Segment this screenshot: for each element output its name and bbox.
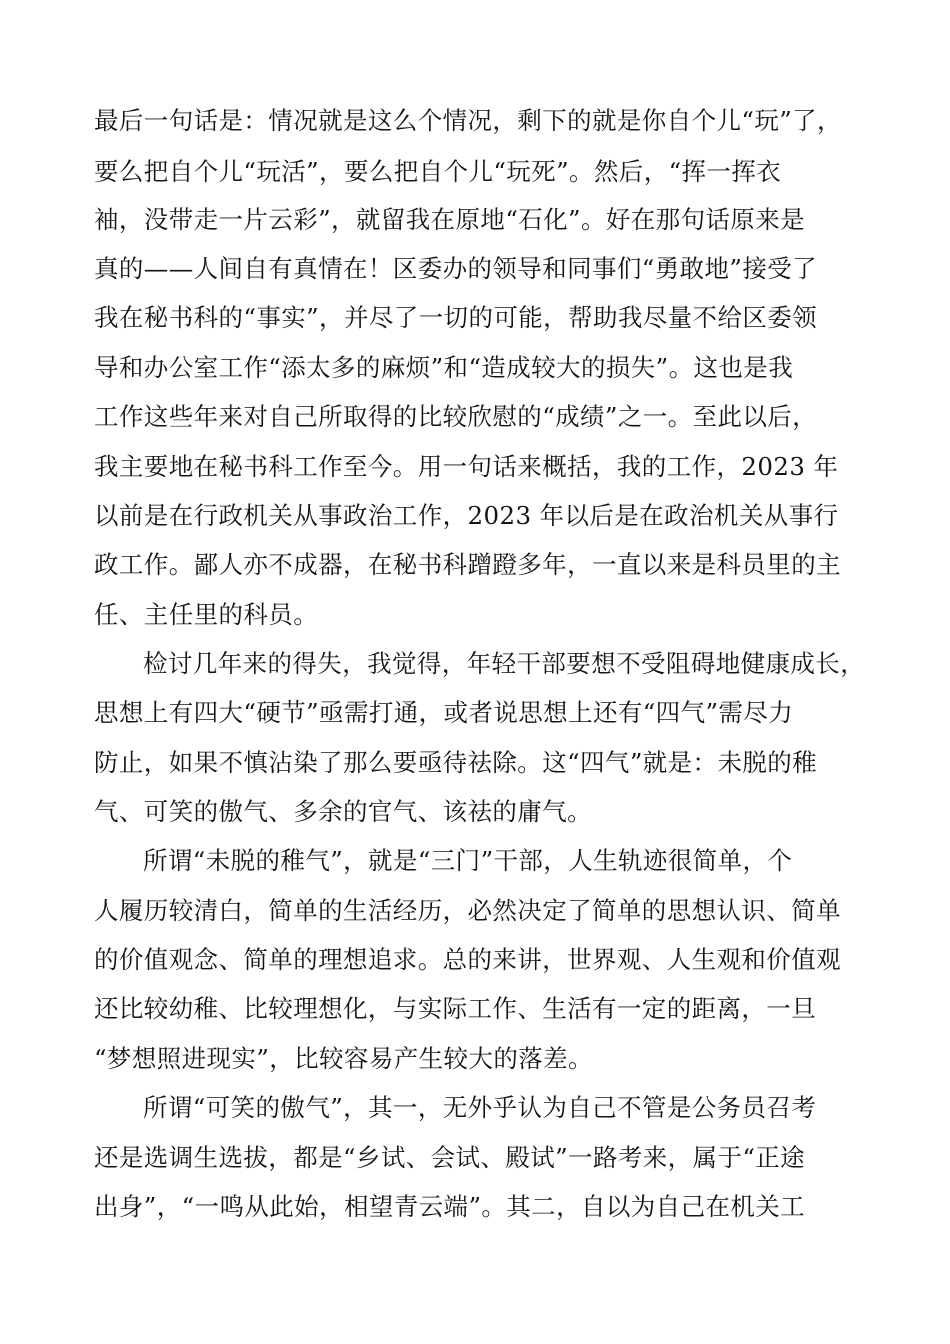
text-line: 以前是在行政机关从事政治工作，2023 年以后是在政治机关从事行 <box>94 501 839 530</box>
text-line: 要么把自个儿“玩活”，要么把自个儿“玩死”。然后，“挥一挥衣 <box>94 157 782 186</box>
paragraph-start-line: 所谓“未脱的稚气”，就是“三门”干部，人生轨迹很简单，个 <box>143 846 793 875</box>
text-line: 任、主任里的科员。 <box>94 600 319 629</box>
paragraph-start-line: 检讨几年来的得失，我觉得，年轻干部要想不受阻碍地健康成长， <box>143 649 866 678</box>
text-line: 我主要地在秘书科工作至今。用一句话来概括，我的工作，2023 年 <box>94 452 839 481</box>
text-line: 真的——人间自有真情在！区委办的领导和同事们“勇敢地”接受了 <box>94 254 818 283</box>
text-line: 工作这些年来对自己所取得的比较欣慰的“成绩”之一。至此以后， <box>94 402 818 431</box>
paragraph-start-line: 所谓“可笑的傲气”，其一，无外乎认为自己不管是公务员召考 <box>143 1093 817 1122</box>
text-line: 的价值观念、简单的理想追求。总的来讲，世界观、人生观和价值观 <box>94 945 841 974</box>
text-line: 我在秘书科的“事实”，并尽了一切的可能，帮助我尽量不给区委领 <box>94 303 818 332</box>
text-line: 思想上有四大“硬节”亟需打通，或者说思想上还有“四气”需尽力 <box>94 698 794 727</box>
text-line: 还是选调生选拔，都是“乡试、会试、殿试”一路考来，属于“正途 <box>94 1143 806 1172</box>
text-line: 人履历较清白，简单的生活经历，必然决定了简单的思想认识、简单 <box>94 896 841 925</box>
text-line: 防止，如果不慎沾染了那么要亟待祛除。这“四气”就是：未脱的稚 <box>94 748 818 777</box>
text-line: “梦想照进现实”，比较容易产生较大的落差。 <box>94 1044 593 1073</box>
text-line: 气、可笑的傲气、多余的官气、该祛的庸气。 <box>94 797 592 826</box>
text-line: 出身”，“一鸣从此始，相望青云端”。其二，自以为自己在机关工 <box>94 1192 806 1221</box>
text-line: 政工作。鄙人亦不成器，在秘书科蹭蹬多年，一直以来是科员里的主 <box>94 550 841 579</box>
text-line: 导和办公室工作“添太多的麻烦”和“造成较大的损失”。这也是我 <box>94 353 794 382</box>
text-line: 还比较幼稚、比较理想化，与实际工作、生活有一定的距离，一旦 <box>94 994 817 1023</box>
text-line: 袖，没带走一片云彩”，就留我在原地“石化”。好在那句话原来是 <box>94 205 806 234</box>
text-line: 最后一句话是：情况就是这么个情况，剩下的就是你自个儿“玩”了， <box>94 106 842 135</box>
